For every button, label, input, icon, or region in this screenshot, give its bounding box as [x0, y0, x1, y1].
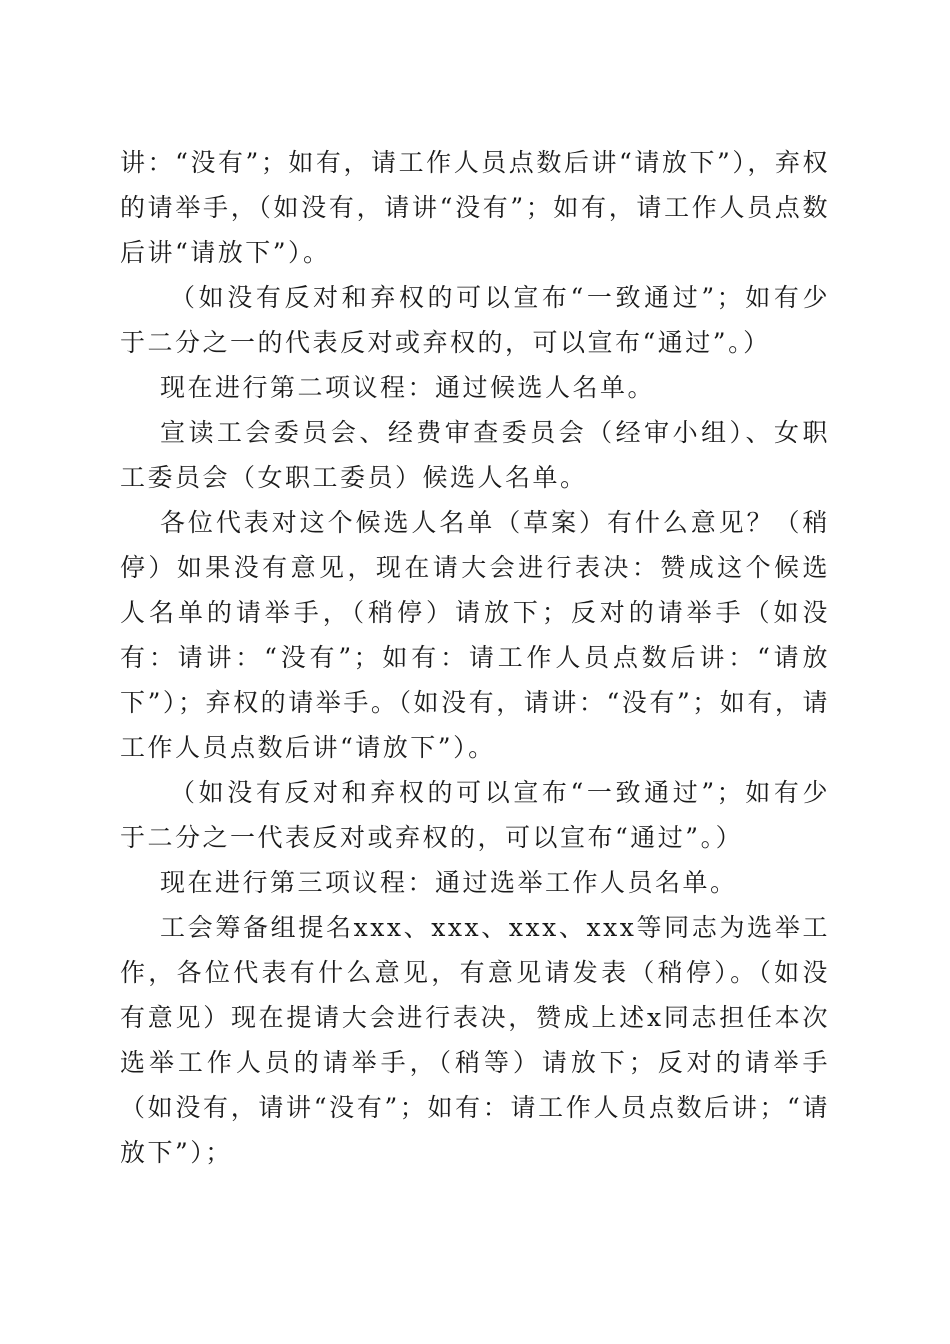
paragraph-agenda-2: 现在进行第二项议程：通过候选人名单。	[160, 373, 656, 402]
document-body	[120, 140, 830, 1175]
paragraph-candidate-vote: 各位代表对这个候选人名单（草案）有什么意见？（稍停）如果没有意见，现在请大会进行表决：赞成这个候选人名单的请举手，（稍停）请放下；反对的请举手（如没有：请讲：“没有”；如有：请工作人员点数后讲：“请放下”）；弃权的请举手。（如没有，请讲：“没有”；如有，请工作人员点数后讲“请放下”）。	[120, 508, 830, 762]
paragraph-staff-vote: 工会筹备组提名xxx、xxx、xxx、xxx等同志为选举工作，各位代表有什么意见，有意见请发表（稍停）。（如没有意见）现在提请大会进行表决，赞成上述x同志担任本次选举工作人员的请举手，（稍等）请放下；反对的请举手（如没有，请讲“没有”；如有：请工作人员点数后讲；“请放下”）；	[120, 913, 830, 1167]
paragraph-continuation: 讲：“没有”；如有，请工作人员点数后讲“请放下”），弃权的请举手，（如没有，请讲“没有”；如有，请工作人员点数后讲“请放下”）。	[120, 148, 830, 267]
paragraph-agenda-3: 现在进行第三项议程：通过选举工作人员名单。	[160, 868, 738, 897]
paragraph-read-candidates: 宣读工会委员会、经费审查委员会（经审小组）、女职工委员会（女职工委员）候选人名单。	[120, 418, 830, 492]
paragraph-note-2: （如没有反对和弃权的可以宣布“一致通过”；如有少于二分之一代表反对或弃权的，可以宣布“通过”。）	[120, 778, 830, 852]
paragraph-note-1: （如没有反对和弃权的可以宣布“一致通过”；如有少于二分之一的代表反对或弃权的，可以宣布“通过”。）	[120, 283, 830, 357]
